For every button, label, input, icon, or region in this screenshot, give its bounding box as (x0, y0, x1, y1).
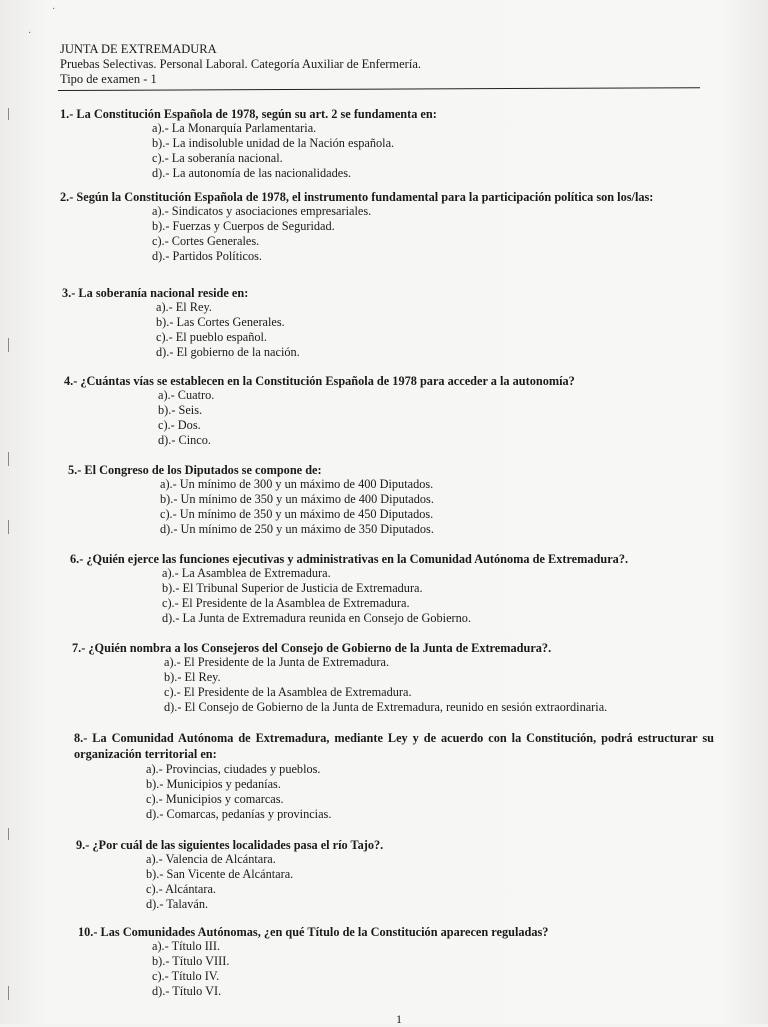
option-b: b).- Seis. (158, 403, 203, 417)
question-text: ¿Por cuál de las siguientes localidades pasa el río Tajo?. (92, 838, 384, 852)
question-text: Las Comunidades Autónomas, ¿en qué Título de la Constitución aparecen reguladas? (100, 925, 549, 939)
header-organization: JUNTA DE EXTREMADURA (60, 42, 217, 56)
question-number: 6.- (70, 552, 84, 566)
header-exam-title: Pruebas Selectivas. Personal Laboral. Categoría Auxiliar de Enfermería. (60, 57, 421, 71)
margin-mark (8, 828, 9, 840)
option-b: b).- El Rey. (164, 670, 221, 684)
option-list (160, 477, 728, 537)
option-a: a).- Valencia de Alcántara. (146, 852, 276, 866)
option-c: c).- Cortes Generales. (152, 234, 260, 248)
margin-mark (8, 986, 9, 1000)
question-10 (78, 925, 738, 999)
option-a: a).- Título III. (152, 939, 221, 953)
option-c: c).- Dos. (158, 418, 201, 432)
option-a: a).- Un mínimo de 300 y un máximo de 400 Diputados. (160, 477, 434, 491)
option-d: d).- Título VI. (152, 984, 222, 998)
scan-speck: · (52, 4, 56, 15)
option-c: c).- La soberanía nacional. (152, 151, 283, 165)
option-c: c).- Un mínimo de 350 y un máximo de 450 Diputados. (160, 507, 434, 521)
option-c: c).- El Presidente de la Asamblea de Extremadura. (164, 685, 412, 699)
option-list (164, 655, 742, 715)
question-number: 4.- (64, 374, 78, 388)
option-a: a).- La Monarquía Parlamentaria. (152, 121, 317, 135)
page-number: 1 (396, 1012, 402, 1026)
option-c: c).- El pueblo español. (156, 330, 267, 344)
option-b: b).- Fuerzas y Cuerpos de Seguridad. (152, 219, 335, 233)
question-number: 10.- (78, 925, 98, 939)
option-list (146, 852, 736, 912)
question-7 (72, 641, 742, 715)
question-6 (70, 552, 740, 626)
option-b: b).- Municipios y pedanías. (146, 777, 281, 791)
question-8 (74, 730, 714, 822)
option-a: a).- El Presidente de la Junta de Extremadura. (164, 655, 390, 669)
question-text: La Comunidad Autónoma de Extremadura, mediante Ley y de acuerdo con la Constitución, podrá estructurar su organización territorial en: (74, 731, 714, 761)
option-c: c).- Título IV. (152, 969, 220, 983)
option-c: c).- Municipios y comarcas. (146, 792, 284, 806)
option-d: d).- El Consejo de Gobierno de la Junta de Extremadura, reunido en sesión extraordinaria. (164, 700, 608, 714)
option-a: a).- La Asamblea de Extremadura. (162, 566, 331, 580)
margin-mark (8, 338, 9, 352)
option-b: b).- El Tribunal Superior de Justicia de Extremadura. (162, 581, 423, 595)
option-a: a).- Provincias, ciudades y pueblos. (146, 762, 321, 776)
option-c: c).- Alcántara. (146, 882, 216, 896)
option-b: b).- Un mínimo de 350 y un máximo de 400 Diputados. (160, 492, 434, 506)
option-d: d).- La Junta de Extremadura reunida en Consejo de Gobierno. (162, 611, 472, 625)
question-text: La Constitución Española de 1978, según su art. 2 se fundamenta en: (76, 107, 437, 121)
question-1 (60, 107, 720, 181)
question-3 (62, 286, 722, 360)
option-d: d).- Un mínimo de 250 y un máximo de 350 Diputados. (160, 522, 434, 536)
option-list (152, 204, 740, 264)
margin-mark (8, 108, 9, 120)
header-exam-type: Tipo de examen - 1 (60, 72, 157, 86)
question-number: 8.- (74, 731, 88, 745)
option-b: b).- La indisoluble unidad de la Nación española. (152, 136, 395, 150)
scan-speck: · (28, 28, 32, 39)
option-list (146, 762, 714, 822)
question-number: 7.- (72, 641, 86, 655)
question-4 (64, 374, 724, 448)
option-d: d).- Comarcas, pedanías y provincias. (146, 807, 332, 821)
question-text: Según la Constitución Española de 1978, el instrumento fundamental para la participación política son los/las: (76, 190, 654, 204)
question-text: El Congreso de los Diputados se compone de: (84, 463, 322, 477)
option-b: b).- Título VIII. (152, 954, 230, 968)
option-d: d).- La autonomía de las nacionalidades. (152, 166, 352, 180)
question-text: La soberanía nacional reside en: (78, 286, 249, 300)
option-list (156, 300, 722, 360)
option-b: b).- Las Cortes Generales. (156, 315, 285, 329)
option-d: d).- El gobierno de la nación. (156, 345, 300, 359)
option-d: d).- Partidos Políticos. (152, 249, 262, 263)
option-d: d).- Talaván. (146, 897, 209, 911)
question-number: 5.- (68, 463, 82, 477)
document-header (60, 42, 700, 87)
header-rule (58, 87, 700, 91)
question-number: 2.- (60, 190, 74, 204)
option-list (162, 566, 740, 626)
question-2 (60, 190, 740, 264)
question-text: ¿Quién ejerce las funciones ejecutivas y administrativas en la Comunidad Autónoma de Extremadura?. (86, 552, 629, 566)
option-c: c).- El Presidente de la Asamblea de Extremadura. (162, 596, 410, 610)
question-number: 3.- (62, 286, 76, 300)
option-a: a).- Cuatro. (158, 388, 215, 402)
option-a: a).- Sindicatos y asociaciones empresariales. (152, 204, 372, 218)
option-list (152, 121, 720, 181)
question-9 (76, 838, 736, 912)
option-b: b).- San Vicente de Alcántara. (146, 867, 294, 881)
margin-mark (8, 452, 9, 466)
option-list (158, 388, 724, 448)
option-list (152, 939, 738, 999)
question-text: ¿Quién nombra a los Consejeros del Consejo de Gobierno de la Junta de Extremadura?. (88, 641, 552, 655)
question-text: ¿Cuántas vías se establecen en la Constitución Española de 1978 para acceder a la autonomía? (80, 374, 575, 388)
question-number: 1.- (60, 107, 74, 121)
question-number: 9.- (76, 838, 90, 852)
option-d: d).- Cinco. (158, 433, 211, 447)
option-a: a).- El Rey. (156, 300, 212, 314)
question-5 (68, 463, 728, 537)
margin-mark (8, 520, 9, 534)
